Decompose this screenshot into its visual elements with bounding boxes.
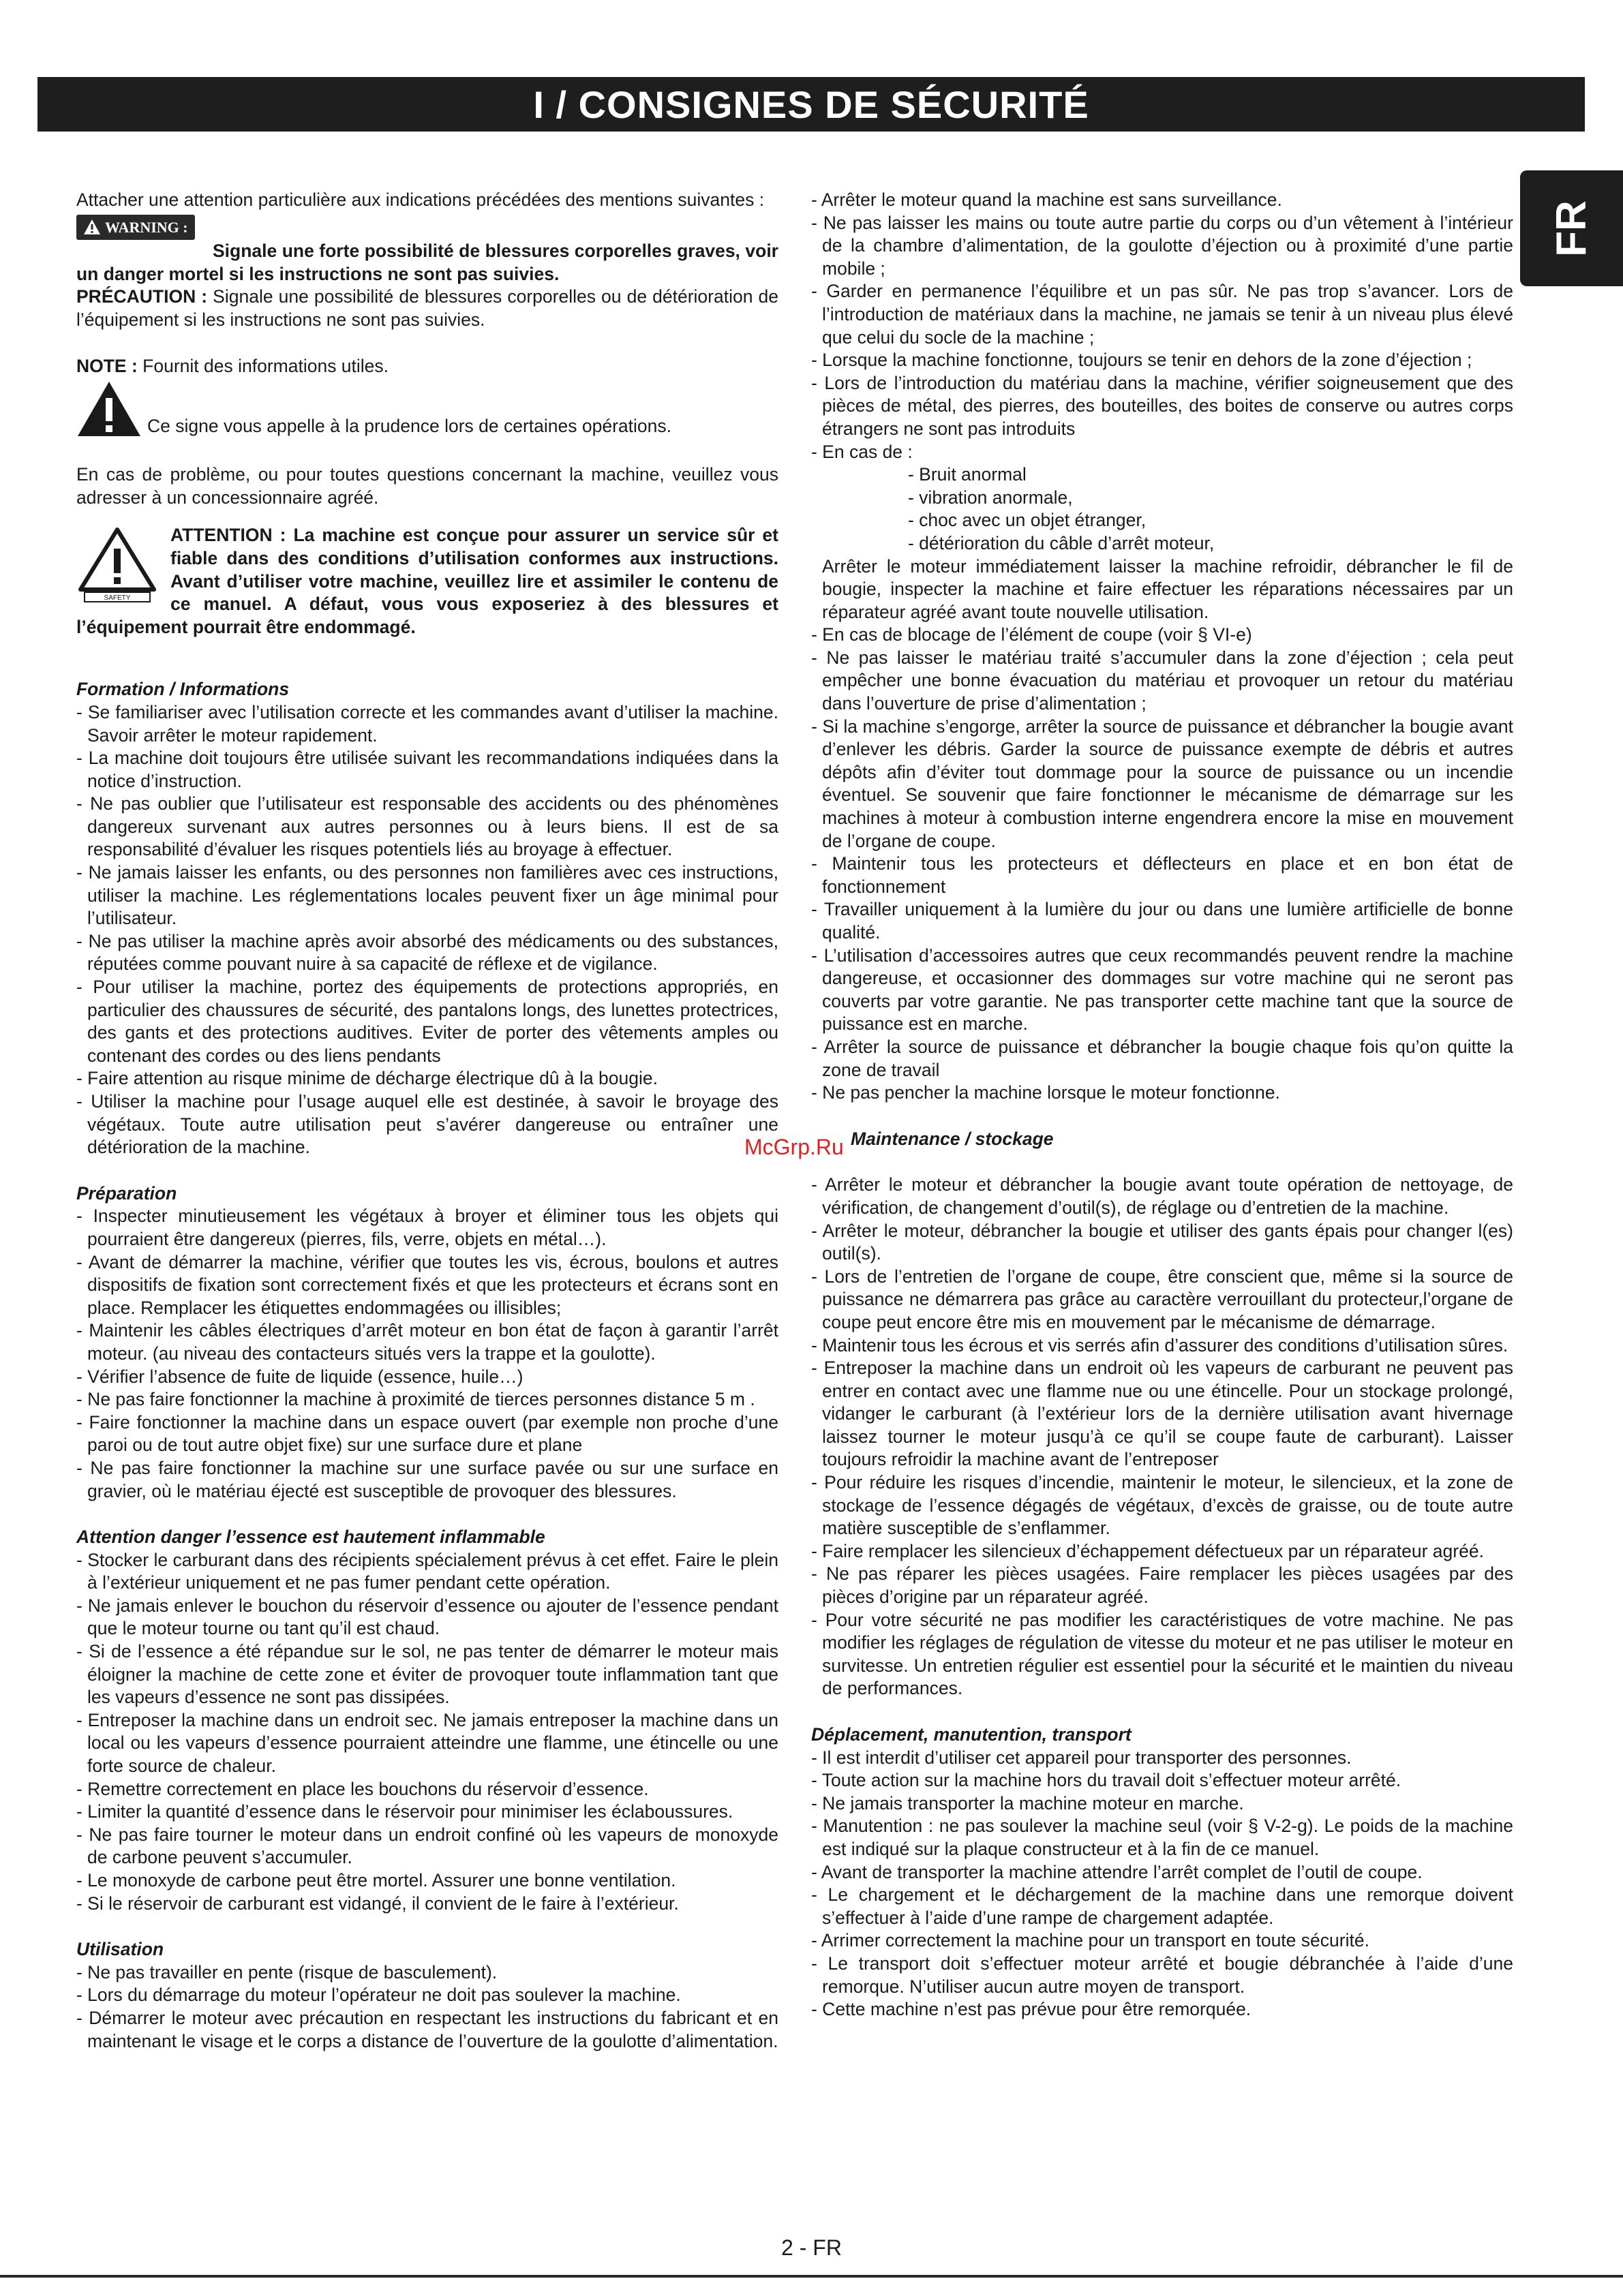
- maintenance-item: - Arrêter le moteur et débrancher la bougie avant toute opération de nettoyage, de vérification, de changement d’outil(s), de réglage ou d’entretien de la machine.: [811, 1174, 1513, 1218]
- formation-item: - Utiliser la machine pour l’usage auquel elle est destinée, à savoir le broyage des végétaux. Toute autre utilisation peut s’avérer dangereuse ou entraîner une détérioration de la machine.: [76, 1091, 778, 1158]
- sub-item: - Bruit anormal: [908, 464, 1027, 485]
- essence-item: - Stocker le carburant dans des récipients spécialement prévus à cet effet. Faire le plein à l’extérieur uniquement et ne pas fumer pendant cette opération.: [76, 1549, 778, 1593]
- essence-item: - Ne pas faire tourner le moteur dans un endroit confiné où les vapeurs de monoxyde de carbone peuvent s’accumuler.: [76, 1824, 778, 1868]
- maintenance-item: - Maintenir tous les écrous et vis serrés afin d’assurer des conditions d’utilisation sûres.: [811, 1334, 1508, 1356]
- safety-item: - Ne pas laisser le matériau traité s’accumuler dans la zone d’éjection ; cela peut empêcher une bonne évacuation du matériau et provoquer un retour du matériau dans l’ouverture de prise d’alimentation ;: [811, 647, 1513, 714]
- preparation-item: - Vérifier l’absence de fuite de liquide (essence, huile…): [76, 1366, 524, 1387]
- sub-item: - vibration anormale,: [908, 487, 1073, 508]
- caution-triangle-icon: [76, 380, 142, 438]
- utilisation-item: - Démarrer le moteur avec précaution en respectant les instructions du fabricant et en maintenant le visage et le corps a distance de l’ouverture de la goulotte d’alimentation.: [76, 2007, 778, 2051]
- maintenance-item: - Faire remplacer les silencieux d’échappement défectueux par un réparateur agréé.: [811, 1540, 1484, 1561]
- safety-item: - Ne pas pencher la machine lorsque le moteur fonctionne.: [811, 1082, 1280, 1103]
- transport-item: - Arrimer correctement la machine pour un transport en toute sécurité.: [811, 1930, 1369, 1951]
- essence-item: - Remettre correctement en place les bouchons du réservoir d’essence.: [76, 1778, 649, 1799]
- essence-title: Attention danger l’essence est hautement inflammable: [76, 1527, 545, 1548]
- precaution-label: PRÉCAUTION :: [76, 286, 208, 307]
- transport-title: Déplacement, manutention, transport: [811, 1724, 1132, 1745]
- essence-item: - Limiter la quantité d’essence dans le réservoir pour minimiser les éclaboussures.: [76, 1801, 733, 1822]
- safety-item: - Ne pas laisser les mains ou toute autre partie du corps ou d’un vêtement à l’intérieur de la chambre d’alimentation, de la goulotte d’éjection ou à proximité d’une partie mobile ;: [811, 212, 1513, 279]
- note-text: Fournit des informations utiles.: [137, 355, 389, 376]
- transport-item: - Le transport doit s’effectuer moteur arrêté et bougie débranchée à l’aide d’une remorque. N’utiliser aucun autre moyen de transport.: [811, 1953, 1513, 1997]
- page-title: [37, 77, 1585, 132]
- safety-label: SAFETY: [104, 594, 131, 602]
- transport-item: - Le chargement et le déchargement de la machine dans une remorque doivent s’effectuer à l’aide d’une rampe de chargement adaptée.: [811, 1884, 1513, 1928]
- warning-badge-label: WARNING :: [105, 218, 188, 236]
- formation-item: - Faire attention au risque minime de décharge électrique dû à la bougie.: [76, 1068, 658, 1089]
- attention-block: [76, 524, 778, 639]
- bottom-rule: [0, 2275, 1623, 2278]
- utilisation-item: - Ne pas travailler en pente (risque de basculement).: [76, 1961, 498, 1983]
- safety-item: - Arrêter le moteur quand la machine est sans surveillance.: [811, 189, 1282, 210]
- attention-text: ATTENTION : La machine est conçue pour assurer un service sûr et fiable dans des conditions d’utilisation conformes aux instructions. Avant d’utiliser votre machine, veuillez lire et assimiler le contenu de ce manuel. A défaut, vous vous exposeriez à des blessures et l’équipement pourrait être endommagé.: [76, 525, 778, 637]
- safety-item: - En cas de blocage de l’élément de coupe (voir § VI-e): [811, 624, 1252, 645]
- safety-item: - Lorsque la machine fonctionne, toujours se tenir en dehors de la zone d’éjection ;: [811, 350, 1472, 371]
- maintenance-item: - Pour votre sécurité ne pas modifier les caractéristiques de votre machine. Ne pas modifier les réglages de régulation de vitesse du moteur et ne pas utiliser le moteur en survitesse. Un entretien régulier est essentiel pour la sécurité et le maintien du niveau de performances.: [811, 1609, 1513, 1699]
- sub-item: - détérioration du câble d’arrêt moteur,: [908, 532, 1215, 553]
- intro-text: Attacher une attention particulière aux indications précédées des mentions suivantes :: [76, 189, 765, 210]
- formation-item: - Ne jamais laisser les enfants, ou des personnes non familières avec ces instructions, utiliser la machine. Les réglementations locales peuvent fixer un âge minimal pour l’utilisateur.: [76, 862, 778, 929]
- problem-text: En cas de problème, ou pour toutes questions concernant la machine, veuillez vous adresser à un concessionnaire agréé.: [76, 464, 778, 508]
- safety-item: - Si la machine s’engorge, arrêter la source de puissance et débrancher la bougie avant d’enlever les débris. Garder la source de puissance exempte de débris et autres dépôts afin d’éviter tout dommage pour la source de puissance ou un incendie éventuel. Se souvenir que faire fonctionner le mécanisme de démarrage sur les machines à moteur à combustion interne engendrera encore la mise en mouvement de l’organe de coupe.: [811, 716, 1513, 851]
- formation-title: Formation / Informations: [76, 679, 290, 700]
- maintenance-item: - Pour réduire les risques d’incendie, maintenir le moteur, le silencieux, et la zone de stockage de l’essence dégagés de végétaux, d’excès de graisse, ou de toute autre matière susceptible de s’enflammer.: [811, 1472, 1513, 1539]
- warning-triangle-icon: [83, 219, 101, 235]
- transport-item: - Manutention : ne pas soulever la machine seul (voir § V-2-g). Le poids de la machine est indiqué sur la plaque constructeur et à la fin de ce manuel.: [811, 1816, 1513, 1859]
- page-number: 2 - FR: [781, 2235, 842, 2260]
- transport-item: - Ne jamais transporter la machine moteur en marche.: [811, 1792, 1244, 1813]
- after-sub-text: Arrêter le moteur immédiatement laisser la machine refroidir, débrancher le fil de bougie, inspecter la machine et faire effectuer les réparations nécessaires par un réparateur agréé avant toute nouvelle utilisation.: [822, 555, 1513, 622]
- safety-item: - En cas de :: [811, 441, 913, 462]
- warning-block: [76, 215, 778, 241]
- safety-item: - Travailler uniquement à la lumière du jour ou dans une lumière artificielle de bonne qualité.: [811, 899, 1513, 943]
- maintenance-title: Maintenance / stockage: [851, 1128, 1054, 1149]
- language-tab-label: FR: [1548, 200, 1595, 257]
- preparation-item: - Avant de démarrer la machine, vérifier que toutes les vis, écrous, boulons et autres dispositifs de fixation sont correctement fixés et que les protecteurs et écrans sont en place. Remplacer les étiquettes endommagées ou illisibles;: [76, 1251, 778, 1318]
- safety-item: - L’utilisation d’accessoires autres que ceux recommandés peuvent rendre la machine dangereuse, et occasionner des dommages sur votre machine qui ne seront pas couverts par votre garantie. Ne pas transporter cette machine tant que la source de puissance est en marche.: [811, 945, 1513, 1035]
- left-column: [76, 189, 778, 2053]
- precaution-text: Signale une possibilité de blessures corporelles ou de détérioration de l’équipement si les instructions ne sont pas suivies.: [76, 286, 778, 330]
- essence-item: - Le monoxyde de carbone peut être mortel. Assurer une bonne ventilation.: [76, 1870, 676, 1891]
- note-label: NOTE :: [76, 355, 138, 376]
- precaution-paragraph: [76, 286, 778, 331]
- right-column: [811, 189, 1513, 2021]
- preparation-item: - Inspecter minutieusement les végétaux à broyer et éliminer tous les objets qui pourraient être dangereux (pierres, fils, verre, objets en métal…).: [76, 1206, 778, 1249]
- safety-item: - Lors de l’introduction du matériau dans la machine, vérifier soigneusement que des pièces de métal, des pierres, des bouteilles, des boites de conserve ou autres corps étrangers ne sont pas introduits: [811, 372, 1513, 439]
- essence-item: - Si de l’essence a été répandue sur le sol, ne pas tenter de démarrer le moteur mais éloigner la machine de cette zone et éviter de provoquer toute inflammation tant que les vapeurs d’essence ne sont pas dissipées.: [76, 1641, 778, 1708]
- preparation-item: - Maintenir les câbles électriques d’arrêt moteur en bon état de façon à garantir l’arrêt moteur. (au niveau des contacteurs situés vers la trappe et la goulotte).: [76, 1320, 778, 1364]
- essence-item: - Entreposer la machine dans un endroit sec. Ne jamais entreposer la machine dans un local ou les vapeurs d’essence pourraient atteindre une flamme, une étincelle ou une forte source de chaleur.: [76, 1709, 778, 1777]
- preparation-item: - Faire fonctionner la machine dans un espace ouvert (par exemple non proche d’une paroi ou de tout autre objet fixe) sur une surface dure et plane: [76, 1411, 778, 1456]
- essence-item: - Si le réservoir de carburant est vidangé, il convient de le faire à l’extérieur.: [76, 1893, 679, 1914]
- maintenance-item: - Lors de l’entretien de l’organe de coupe, être conscient que, même si la source de puissance ne démarrera pas grâce au caractère verrouillant du protecteur,l’organe de coupe peut encore être mis en mouvement par le mécanisme de démarrage.: [811, 1266, 1513, 1332]
- formation-item: - Pour utiliser la machine, portez des équipements de protections appropriés, en particulier des chaussures de sécurité, des pantalons longs, des lunettes protectrices, des gants et des protections auditives. Eviter de porter des vêtements amples ou contenant des cordes ou des liens pendants: [76, 977, 778, 1066]
- maintenance-item: - Entreposer la machine dans un endroit où les vapeurs de carburant ne peuvent pas entrer en contact avec une flamme nue ou une étincelle. Pour un stockage prolongé, vidanger le carburant (à l’extérieur lors de la dernière utilisation avant hivernage laissez tourner le moteur jusqu’à ce qu’il se coupe faute de carburant). Laisser toujours refroidir la machine avant de l’entreposer: [811, 1358, 1513, 1470]
- sub-item: - choc avec un objet étranger,: [908, 510, 1147, 531]
- maintenance-item: - Ne pas réparer les pièces usagées. Faire remplacer les pièces usagées par des pièces d’origine par un réparateur agréé.: [811, 1563, 1513, 1608]
- formation-item: - La machine doit toujours être utilisée suivant les recommandations indiquées dans la notice d’instruction.: [76, 748, 778, 791]
- transport-item: - Avant de transporter la machine attendre l’arrêt complet de l’outil de coupe.: [811, 1861, 1423, 1882]
- warning-text: Signale une forte possibilité de blessures corporelles graves, voir un danger mortel si les instructions ne sont pas suivies.: [76, 241, 778, 284]
- essence-item: - Ne jamais enlever le bouchon du réservoir d’essence ou ajouter de l’essence pendant que le moteur tourne ou tant qu’il est chaud.: [76, 1595, 778, 1639]
- preparation-title: Préparation: [76, 1182, 177, 1204]
- formation-item: - Ne pas oublier que l’utilisateur est responsable des accidents ou des phénomènes dangereux survenant aux autres personnes ou à leurs biens. Il est de sa responsabilité d’évaluer les risques potentiels liés au broyage à effectuer.: [76, 793, 778, 860]
- utilisation-item: - Lors du démarrage du moteur l’opérateur ne doit pas soulever la machine.: [76, 1985, 681, 2006]
- transport-item: - Cette machine n’est pas prévue pour être remorquée.: [811, 1999, 1252, 2020]
- page-title-text: I / CONSIGNES DE SÉCURITÉ: [533, 82, 1089, 126]
- formation-item: - Ne pas utiliser la machine après avoir absorbé des médicaments ou des substances, réputées comme pouvant nuire à sa capacité de réflexe et de vigilance.: [76, 930, 778, 975]
- formation-item: - Se familiariser avec l’utilisation correcte et les commandes avant d’utiliser la machine. Savoir arrêter le moteur rapidement.: [76, 701, 778, 746]
- safety-warning-icon: [76, 527, 158, 603]
- transport-item: - Il est interdit d’utiliser cet appareil pour transporter des personnes.: [811, 1747, 1352, 1768]
- note-paragraph: [76, 355, 778, 378]
- safety-item: - Arrêter la source de puissance et débrancher la bougie chaque fois qu’on quitte la zone de travail: [811, 1036, 1513, 1080]
- caution-text: Ce signe vous appelle à la prudence lors de certaines opérations.: [147, 415, 671, 436]
- preparation-item: - Ne pas faire fonctionner la machine à proximité de tierces personnes distance 5 m .: [76, 1389, 755, 1410]
- watermark: McGrp.Ru: [744, 1135, 844, 1159]
- maintenance-item: - Arrêter le moteur, débrancher la bougie et utiliser des gants épais pour changer l(es) outil(s).: [811, 1220, 1513, 1264]
- preparation-item: - Ne pas faire fonctionner la machine sur une surface pavée ou sur une surface en gravier, où le matériau éjecté est susceptible de provoquer des blessures.: [76, 1457, 778, 1501]
- caution-row: [76, 380, 778, 438]
- safety-item: - Garder en permanence l’équilibre et un pas sûr. Ne pas trop s’avancer. Lors de l’introduction de matériaux dans la machine, ne jamais se tenir à un niveau plus élevé que celui du socle de la machine ;: [811, 281, 1513, 348]
- utilisation-title: Utilisation: [76, 1939, 164, 1960]
- language-tab: [1520, 170, 1623, 286]
- transport-item: - Toute action sur la machine hors du travail doit s’effectuer moteur arrêté.: [811, 1770, 1401, 1791]
- safety-item: - Maintenir tous les protecteurs et déflecteurs en place et en bon état de fonctionnement: [811, 853, 1513, 897]
- warning-badge: [76, 215, 195, 241]
